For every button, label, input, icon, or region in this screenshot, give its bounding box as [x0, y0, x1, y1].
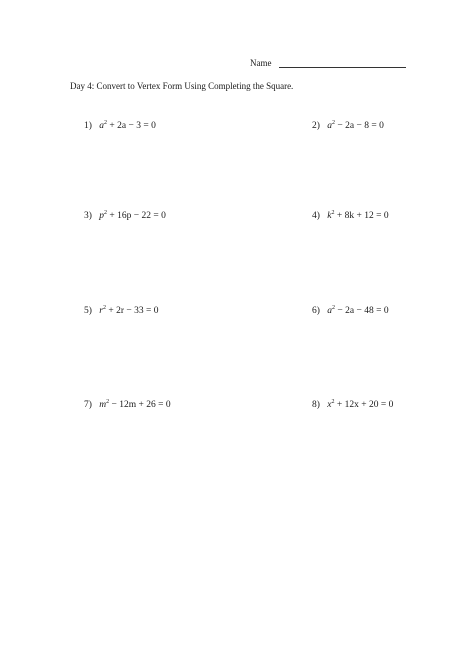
problem-2 [312, 120, 384, 132]
problem-5 [84, 305, 159, 317]
equation-terms: + 2r − 33 = 0 [106, 306, 159, 316]
equation-exponent: 2 [332, 305, 336, 311]
equation-variable: a [99, 121, 105, 131]
problem-equation [99, 121, 156, 131]
equation-exponent: 2 [106, 399, 110, 405]
equation-terms: + 2a − 3 = 0 [107, 121, 156, 131]
problem-number: 3) [84, 211, 92, 221]
equation-variable: m [99, 400, 107, 410]
name-label: Name [250, 58, 272, 68]
problem-number: 6) [312, 306, 320, 316]
equation-variable: a [327, 121, 333, 131]
problem-equation [99, 211, 166, 221]
problem-7 [84, 399, 171, 411]
equation-terms: + 8k + 12 = 0 [334, 211, 389, 221]
problem-equation [99, 400, 170, 410]
equation-exponent: 2 [103, 305, 106, 311]
equation-exponent: 2 [332, 120, 336, 126]
problem-number: 8) [312, 400, 320, 410]
problem-number: 4) [312, 211, 320, 221]
equation-variable: x [327, 400, 332, 410]
problem-4 [312, 210, 389, 222]
problem-number: 1) [84, 121, 92, 131]
problem-equation [327, 306, 388, 316]
equation-variable: r [99, 306, 103, 316]
name-field [250, 57, 410, 71]
worksheet-title: Day 4: Convert to Vertex Form Using Completing the Square. [70, 81, 294, 91]
equation-terms: − 12m + 26 = 0 [109, 400, 171, 410]
problem-6 [312, 305, 389, 317]
equation-exponent: 2 [331, 399, 335, 405]
equation-terms: − 2a − 48 = 0 [335, 306, 389, 316]
equation-variable: p [99, 211, 105, 221]
problem-1 [84, 120, 156, 132]
problem-number: 7) [84, 400, 92, 410]
problem-number: 2) [312, 121, 320, 131]
equation-terms: − 2a − 8 = 0 [335, 121, 384, 131]
equation-variable: k [327, 211, 332, 221]
problem-3 [84, 210, 166, 222]
problem-equation [327, 400, 393, 410]
problem-8 [312, 399, 393, 411]
equation-terms: + 16p − 22 = 0 [107, 211, 166, 221]
problem-number: 5) [84, 306, 92, 316]
name-blank-line [279, 67, 406, 68]
equation-variable: a [327, 306, 333, 316]
equation-terms: + 12x + 20 = 0 [334, 400, 394, 410]
problem-equation [327, 121, 384, 131]
equation-exponent: 2 [104, 210, 108, 216]
equation-exponent: 2 [104, 120, 108, 126]
problem-equation [327, 211, 388, 221]
equation-exponent: 2 [331, 210, 335, 216]
problem-equation [99, 306, 158, 316]
